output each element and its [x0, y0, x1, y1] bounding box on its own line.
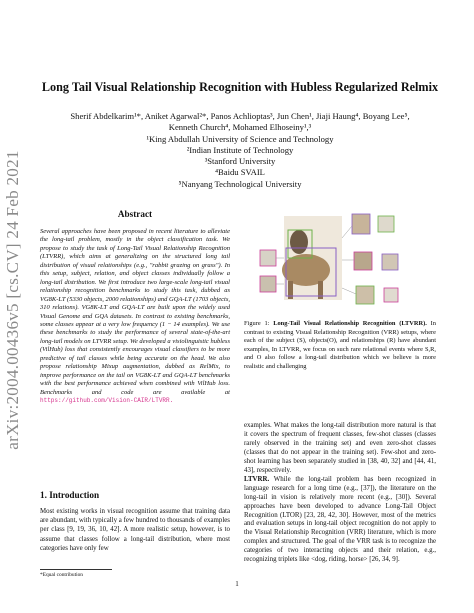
caption-title: Long-Tail Visual Relationship Recognition (LTVRR). — [273, 320, 427, 327]
caption-label: Figure 1: — [244, 320, 270, 327]
abstract-text: Several approaches have been proposed in recent literature to alleviate the long-tail problem, mostly in the object classification task. We propose to study the task of Long-Tail Visual Relationship Recognition (LTVRR), which aims at generalizing on the structured long tail distribution of visual relationships (e.g., "rabbit grazing on grass"). In this setup, subject, relation, and object classes individually follow a long-tail distribution. We first introduce two large-scale long-tail visual relationship recognition benchmarks to study this task, dubbed as VG8K-LT (5330 objects, 2000 relationships) and GQA-LT (1703 objects, 310 relations). VG8K-LT and GQA-LT are built upon the widely used Visual Genome and GQA datasets. In contrast to existing benchmarks, some classes appear at a very low frequency (1 − 14 examples). We use these benchmarks to study the performance of several state-of-the-art long-tail models on LTVRR setup. We developed a visiolinguistic hubless (VilHub) loss that consistently encourages visual classifiers to be more predictive of tail classes while being accurate on the head. We also propose relationship Mixup augmentation, dubbed as RelMix, to improve performance on the tail on VG8K-LT and GQA-LT benchmarks with the best performance achieved when combined with VilHub loss. Benchmarks and code are available at — [40, 228, 230, 396]
section-heading: 1. Introduction — [40, 490, 100, 500]
affiliation: ¹King Abdullah University of Science and Technology — [146, 133, 334, 144]
abstract-body — [40, 228, 230, 406]
author-line: Sherif Abdelkarim¹*, Aniket Agarwal²*, Panos Achlioptas³, Jun Chen¹, Jiaji Haung⁴, Boyang Lee⁵, — [70, 111, 410, 121]
figure-thumbnail — [354, 252, 372, 270]
body-paragraph: examples. What makes the long-tail distribution more natural is that it covers the spectrum of frequent classes, few-shot classes (classes rarely observed in the training set) and even zero-shot classes (classes that do not appear in the training set). Few-shot and zero-shot learning has been separately studied in [38, 40, 32] and [44, 41, 43], respectively. — [244, 422, 436, 474]
figure-thumbnail — [384, 288, 398, 302]
author-line: Kenneth Church⁴, Mohamed Elhoseiny¹,³ — [168, 122, 312, 133]
figure-thumbnail — [378, 216, 394, 232]
figure-illustration — [244, 208, 414, 316]
arxiv-identifier: arXiv:2004.00436v5 [cs.CV] 24 Feb 2021 — [3, 150, 22, 450]
right-column-text — [244, 422, 436, 565]
figure-thumbnail — [352, 214, 370, 234]
figure-thumbnail — [260, 250, 276, 266]
figure-thumbnail — [260, 276, 276, 292]
caption-text: In contrast to existing Visual Relationship Recognition (VRR) setups, where each of the subject (S), objects(O), and relationships (R) have abundant examples, In LTVRR, we focus on such rare relational events where S,R, and O also follow a long-tail distribution which we believe is more realistic and challenging — [244, 320, 436, 370]
paragraph-lead: LTVRR. — [244, 475, 270, 483]
page-number: 1 — [235, 580, 239, 588]
footnote-divider — [40, 569, 112, 570]
affiliation: ⁴Baidu SVAIL — [215, 167, 265, 178]
paper-title: Long Tail Visual Relationship Recognition with Hubless Regularized Relmix — [41, 80, 439, 94]
body-paragraph — [244, 476, 436, 566]
affiliation: ²Indian Institute of Technology — [186, 144, 294, 155]
paragraph-text: While the long-tail problem has been recognized in language research for a long time (e.g., [37]), the literature on the long-tail in vision is relatively more recent (e.g., [30]). Several approaches have been developed to advance Long-Tail Object Recognition (LTOR) [23, 28, 42, 30]. However, most of the metrics and evaluation setups in long-tail object recognition do not apply to the Visual Relationship Recognition (VRR) literature, which is more complex and structured. The goal of the VRR task is to recognize the categories of two interacting objects and their relation, e.g., recognizing triplets like <dog, riding, horse> [26, 34, 9]. — [244, 475, 436, 564]
intro-paragraph: Most existing works in visual recognition assume that training data are abundant, with typically a few hundred to thousands of examples per class [9, 19, 36, 10, 42]. A more realistic setup, however, is to assume that classes follow a long-tail distribution, where most categories have only few — [40, 508, 230, 552]
arxiv-sidebar — [0, 150, 26, 450]
affiliation: ⁵Nanyang Technological University — [178, 178, 302, 189]
figure-thumbnail — [382, 254, 398, 270]
abstract-heading: Abstract — [117, 209, 153, 219]
affiliation: ³Stanford University — [204, 156, 276, 167]
footnote: *Equal contribution — [40, 572, 83, 578]
figure-dog-shape — [290, 230, 308, 254]
figure-caption — [244, 320, 436, 371]
author-block — [40, 111, 440, 190]
code-link[interactable]: https://github.com/Vision-CAIR/LTVRR. — [40, 397, 174, 405]
figure-thumbnail — [356, 286, 374, 304]
